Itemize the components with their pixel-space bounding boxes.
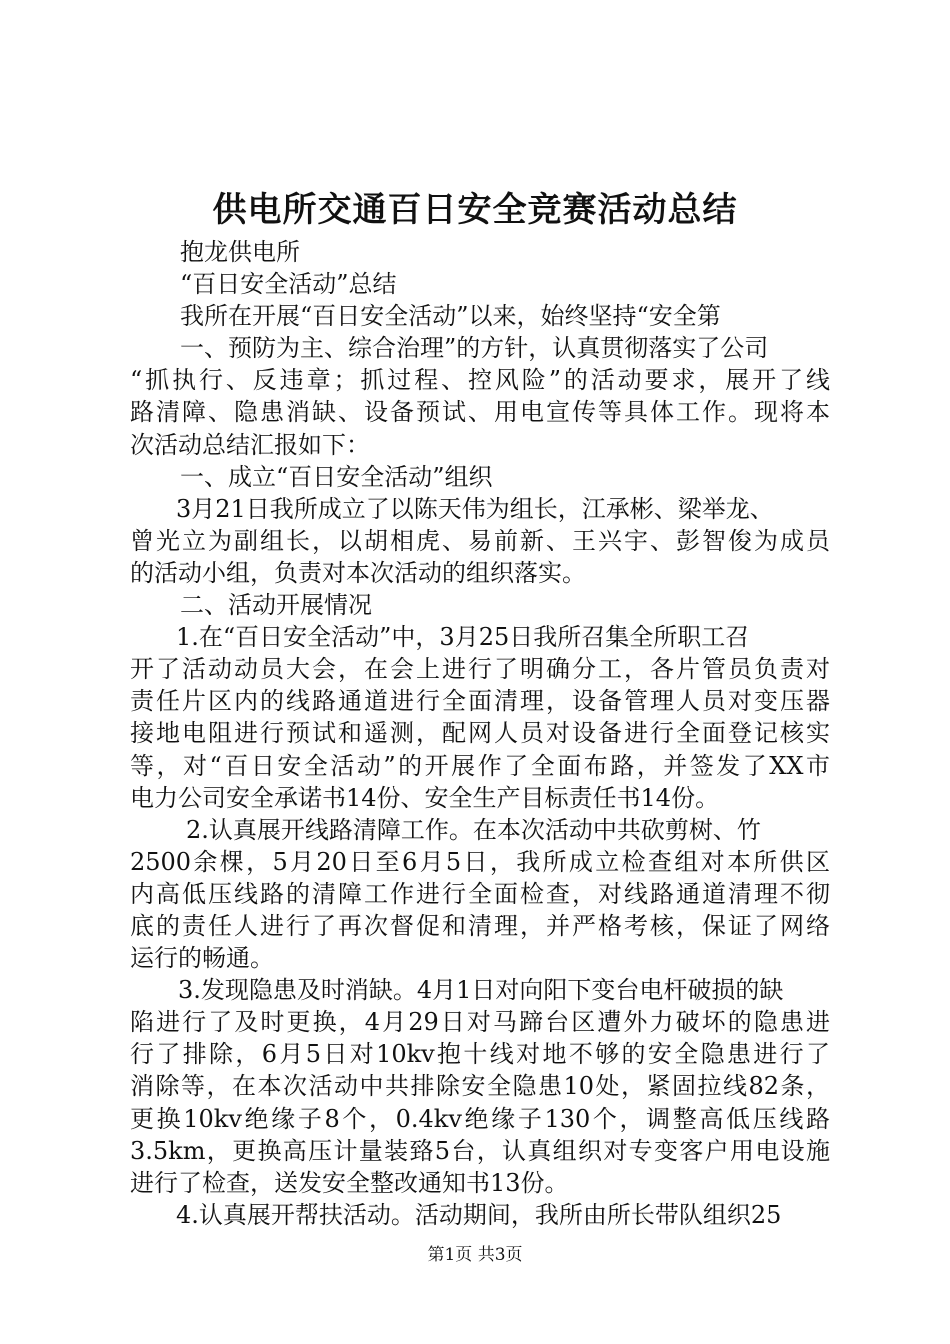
text-line: 1.在“百日安全活动”中，3月25日我所召集全所职工召 — [176, 623, 750, 652]
document-body — [130, 236, 830, 1231]
text-line: 运行的畅通。 — [130, 944, 274, 973]
text-line: 3.5km，更换高压计量装臵5台，认真组织对专变客户用电设施 — [130, 1136, 830, 1165]
text-line: 2.认真展开线路清障工作。在本次活动中共砍剪树、竹 — [186, 815, 761, 844]
text-line: “抓执行、反违章；抓过程、控风险”的活动要求，展开了线 — [130, 366, 830, 395]
text-line: 一、成立“百日安全活动”组织 — [180, 462, 493, 491]
text-line: 抱龙供电所 — [180, 238, 300, 266]
page-number-footer: 第1页 共3页 — [427, 1245, 523, 1265]
text-line: 4.认真展开帮扶活动。活动期间，我所由所长带队组织25 — [176, 1200, 782, 1229]
document-title: 供电所交通百日安全竞赛活动总结 — [212, 190, 738, 230]
text-line: 次活动总结汇报如下： — [130, 430, 370, 459]
text-line: 责任片区内的线路通道进行全面清理，设备管理人员对变压器 — [130, 687, 830, 716]
text-line: 等，对“百日安全活动”的开展作了全面布路，并签发了XX市 — [130, 751, 830, 780]
text-line: 陷进行了及时更换，4月29日对马蹄台区遭外力破坏的隐患进 — [130, 1008, 830, 1037]
text-line: 接地电阻进行预试和遥测，配网人员对设备进行全面登记核实 — [130, 719, 830, 748]
text-line: 路清障、隐患消缺、设备预试、用电宣传等具体工作。现将本 — [130, 398, 830, 427]
text-line: 2500余棵，5月20日至6月5日，我所成立检查组对本所供区 — [130, 847, 830, 876]
text-line: 3.发现隐患及时消缺。4月1日对向阳下变台电杆破损的缺 — [178, 976, 784, 1005]
text-line: 电力公司安全承诺书14份、安全生产目标责任书14份。 — [130, 783, 720, 812]
text-line: 开了活动动员大会，在会上进行了明确分工，各片管员负责对 — [130, 655, 830, 684]
text-line: 进行了检查，送发安全整改通知书13份。 — [130, 1168, 569, 1197]
text-line: 曾光立为副组长，以胡相虎、易前新、王兴宇、彭智俊为成员 — [130, 526, 830, 555]
text-line: “百日安全活动”总结 — [180, 270, 397, 299]
text-line: 行了排除，6月5日对10kv抱十线对地不够的安全隐患进行了 — [130, 1040, 830, 1069]
text-line: 二、活动开展情况 — [180, 591, 372, 620]
text-line: 更换10kv绝缘子8个，0.4kv绝缘子130个，调整高低压线路 — [130, 1104, 830, 1133]
text-line: 的活动小组，负责对本次活动的组织落实。 — [130, 558, 586, 587]
text-line: 我所在开展“百日安全活动”以来，始终坚持“安全第 — [180, 302, 721, 331]
text-line: 一、预防为主、综合治理”的方针，认真贯彻落实了公司 — [180, 334, 769, 363]
text-line: 消除等，在本次活动中共排除安全隐患10处，紧固拉线82条， — [130, 1072, 830, 1101]
text-line: 底的责任人进行了再次督促和清理，并严格考核，保证了网络 — [130, 911, 830, 940]
text-line: 内高低压线路的清障工作进行全面检查，对线路通道清理不彻 — [130, 879, 830, 908]
text-line: 3月21日我所成立了以陈天伟为组长，江承彬、梁举龙、 — [176, 494, 774, 523]
